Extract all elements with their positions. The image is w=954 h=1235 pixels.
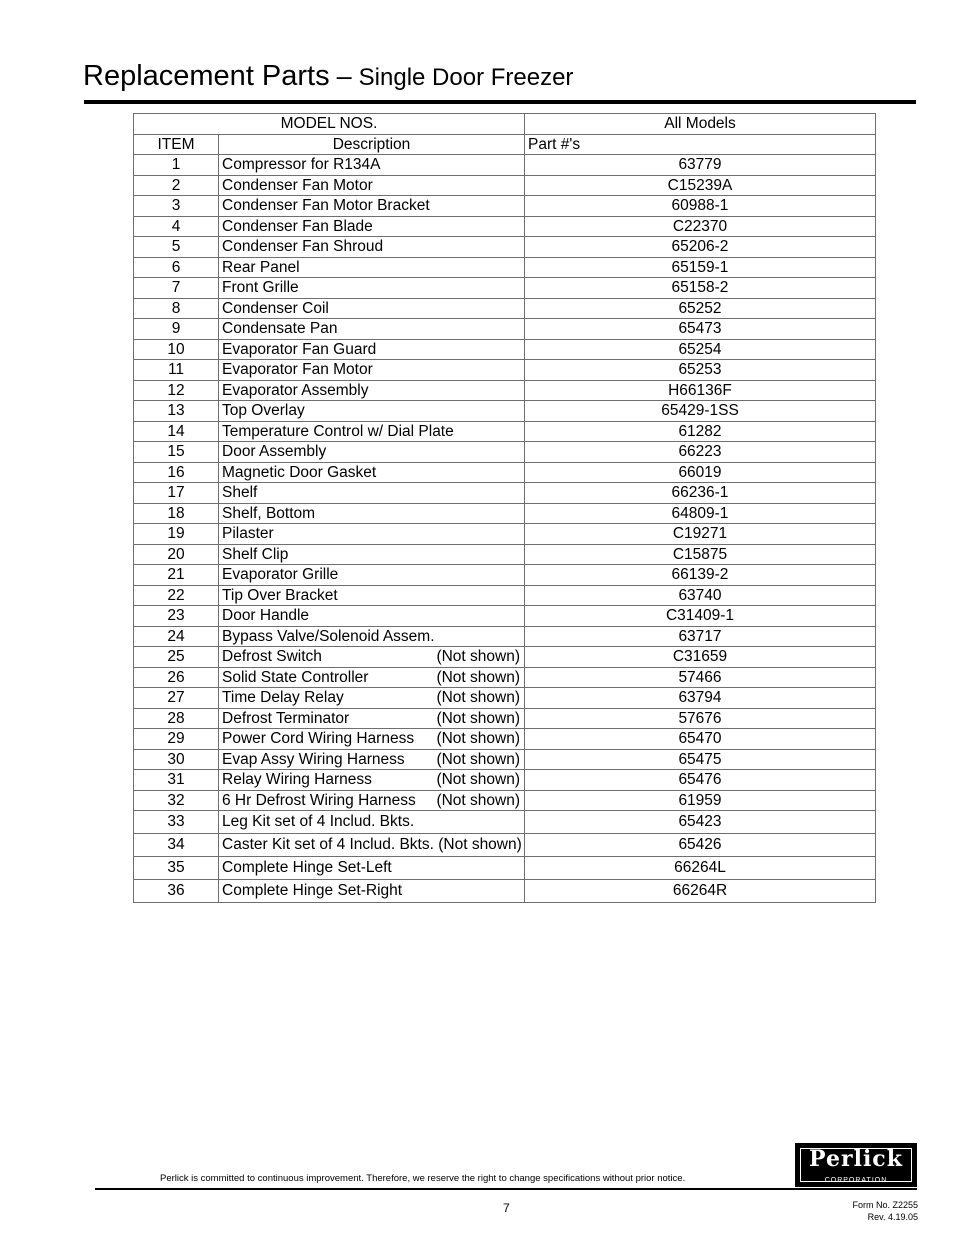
model-row [134,114,876,135]
item-description-cell [219,237,525,258]
part-number: C15239A [525,175,876,196]
item-description-cell [219,483,525,504]
table-row [134,647,876,668]
header-item: ITEM [134,134,219,155]
description-wrap [222,565,521,584]
title-rule [84,100,916,104]
part-number: 66264R [525,880,876,903]
description-wrap [222,647,521,666]
item-description-cell [219,688,525,709]
description-wrap [222,834,521,856]
description-wrap [222,729,521,748]
item-description-cell [219,421,525,442]
item-description-cell [219,401,525,422]
description-wrap [222,668,521,687]
all-models-label: All Models [525,114,876,135]
revision: Rev. 4.19.05 [867,1212,918,1222]
title-dash: – [336,61,352,91]
item-description-cell [219,585,525,606]
item-number: 15 [134,442,219,463]
item-description: Condenser Fan Blade [222,217,373,235]
item-description-cell [219,524,525,545]
item-description-cell [219,257,525,278]
item-description-cell [219,278,525,299]
part-number: C19271 [525,524,876,545]
item-number: 17 [134,483,219,504]
not-shown-note: (Not shown) [436,730,520,748]
part-number: 65423 [525,811,876,834]
header-part: Part #'s [525,134,876,155]
description-wrap [222,880,521,902]
part-number: 65206-2 [525,237,876,258]
part-number: 65158-2 [525,278,876,299]
table-row [134,524,876,545]
item-description: Condenser Fan Motor Bracket [222,197,430,215]
part-number: 65429-1SS [525,401,876,422]
item-description: Complete Hinge Set-Left [222,859,392,876]
description-wrap [222,401,521,420]
item-number: 28 [134,708,219,729]
table-row [134,688,876,709]
logo-wordmark: Perlick [809,1146,903,1172]
table-row [134,857,876,880]
item-description-cell [219,442,525,463]
table-row [134,585,876,606]
item-description-cell [219,770,525,791]
item-description: Rear Panel [222,258,300,276]
part-number: 65254 [525,339,876,360]
description-wrap [222,504,521,523]
item-number: 24 [134,626,219,647]
description-wrap [222,360,521,379]
item-description: Compressor for R134A [222,156,381,174]
item-description-cell [219,462,525,483]
description-wrap [222,606,521,625]
item-number: 9 [134,319,219,340]
table-row [134,380,876,401]
table-row [134,237,876,258]
item-number: 16 [134,462,219,483]
table-row [134,729,876,750]
table-row [134,503,876,524]
item-number: 32 [134,790,219,811]
item-description: Relay Wiring Harness [222,771,372,789]
description-wrap [222,319,521,338]
table-row [134,462,876,483]
item-description-cell [219,667,525,688]
item-description: Defrost Terminator [222,709,350,727]
table-row [134,811,876,834]
item-description: Door Handle [222,607,310,625]
item-number: 1 [134,155,219,176]
description-wrap [222,278,521,297]
form-number: Form No. Z2255 [852,1200,918,1210]
item-description-cell [219,155,525,176]
item-description-cell [219,319,525,340]
item-description-cell [219,834,525,857]
table-row [134,626,876,647]
item-number: 13 [134,401,219,422]
part-number: 65475 [525,749,876,770]
part-number: C22370 [525,216,876,237]
item-description: Top Overlay [222,402,305,420]
item-description-cell [219,790,525,811]
not-shown-note: (Not shown) [436,709,520,727]
item-number: 11 [134,360,219,381]
not-shown-note: (Not shown) [436,750,520,768]
item-description-cell [219,749,525,770]
part-number: 66264L [525,857,876,880]
item-description: Bypass Valve/Solenoid Assem. [222,627,435,645]
item-number: 12 [134,380,219,401]
item-number: 33 [134,811,219,834]
not-shown-note: (Not shown) [436,771,520,789]
item-description-cell [219,606,525,627]
part-number: 65253 [525,360,876,381]
item-number: 36 [134,880,219,903]
table-row [134,339,876,360]
description-wrap [222,463,521,482]
item-description-cell [219,298,525,319]
parts-table [133,113,876,903]
part-number: 65470 [525,729,876,750]
table-row [134,257,876,278]
item-description-cell [219,503,525,524]
description-wrap [222,857,521,879]
description-wrap [222,524,521,543]
table-row [134,155,876,176]
item-description-cell [219,380,525,401]
item-number: 31 [134,770,219,791]
item-description: Shelf [222,484,258,502]
table-row [134,442,876,463]
item-description: Tip Over Bracket [222,586,338,604]
table-row [134,565,876,586]
item-number: 26 [134,667,219,688]
item-description: Time Delay Relay [222,689,344,707]
table-row [134,360,876,381]
item-number: 34 [134,834,219,857]
description-wrap [222,811,521,833]
description-wrap [222,627,521,646]
item-description: Shelf, Bottom [222,504,316,522]
part-number: 65476 [525,770,876,791]
part-number: H66136F [525,380,876,401]
part-number: 60988-1 [525,196,876,217]
part-number: 66139-2 [525,565,876,586]
item-description-cell [219,196,525,217]
title-main: Replacement Parts [83,60,330,92]
item-number: 2 [134,175,219,196]
description-wrap [222,196,521,215]
part-number: 65252 [525,298,876,319]
item-description: Door Assembly [222,443,327,461]
item-description: Complete Hinge Set-Right [222,882,403,899]
part-number: 63779 [525,155,876,176]
part-number: C15875 [525,544,876,565]
header-row [134,134,876,155]
item-number: 25 [134,647,219,668]
item-description: Evaporator Grille [222,566,339,584]
item-number: 35 [134,857,219,880]
description-wrap [222,422,521,441]
item-description: Condenser Coil [222,299,329,317]
table-row [134,196,876,217]
item-description: Caster Kit set of 4 Includ. Bkts. (Not shown) [222,836,522,853]
item-description: Evaporator Fan Motor [222,361,373,379]
description-wrap [222,709,521,728]
not-shown-note: (Not shown) [436,689,520,707]
item-number: 29 [134,729,219,750]
table-row [134,544,876,565]
description-wrap [222,237,521,256]
table-row [134,708,876,729]
footer-disclaimer: Perlick is committed to continuous improvement. Therefore, we reserve the right to change specifications without prior notice. [160,1173,686,1184]
item-description: Magnetic Door Gasket [222,463,377,481]
table-row [134,880,876,903]
model-nos-label: MODEL NOS. [134,114,525,135]
table-row [134,175,876,196]
description-wrap [222,217,521,236]
title-subtitle: Single Door Freezer [358,64,574,91]
table-row [134,421,876,442]
part-number: 66223 [525,442,876,463]
part-number: 65159-1 [525,257,876,278]
item-description: Leg Kit set of 4 Includ. Bkts. [222,813,415,830]
item-description-cell [219,360,525,381]
description-wrap [222,545,521,564]
description-wrap [222,750,521,769]
item-description: Front Grille [222,279,299,297]
footer-rule [95,1188,917,1190]
item-number: 14 [134,421,219,442]
item-description-cell [219,729,525,750]
part-number: 65426 [525,834,876,857]
item-number: 6 [134,257,219,278]
item-number: 30 [134,749,219,770]
item-number: 18 [134,503,219,524]
item-number: 7 [134,278,219,299]
item-description: Pilaster [222,525,274,543]
description-wrap [222,483,521,502]
item-number: 21 [134,565,219,586]
item-description: Evaporator Fan Guard [222,340,377,358]
item-description-cell [219,880,525,903]
parts-table-body [134,114,876,903]
part-number: 57466 [525,667,876,688]
logo-corporation: CORPORATION [824,1177,888,1184]
item-description-cell [219,811,525,834]
item-description-cell [219,565,525,586]
item-description-cell [219,544,525,565]
description-wrap [222,791,521,810]
item-description: Shelf Clip [222,545,289,563]
description-wrap [222,381,521,400]
table-row [134,298,876,319]
perlick-logo [795,1143,917,1187]
item-number: 23 [134,606,219,627]
part-number: 65473 [525,319,876,340]
part-number: 61282 [525,421,876,442]
item-description-cell [219,339,525,360]
item-number: 10 [134,339,219,360]
not-shown-note: (Not shown) [436,791,520,809]
description-wrap [222,586,521,605]
table-row [134,278,876,299]
part-number: 63717 [525,626,876,647]
item-number: 22 [134,585,219,606]
description-wrap [222,299,521,318]
table-row [134,749,876,770]
item-description-cell [219,626,525,647]
item-description: Power Cord Wiring Harness [222,730,415,748]
item-number: 4 [134,216,219,237]
item-description-cell [219,647,525,668]
table-row [134,790,876,811]
item-number: 27 [134,688,219,709]
item-description: Temperature Control w/ Dial Plate [222,422,454,440]
item-description-cell [219,857,525,880]
item-description-cell [219,175,525,196]
table-row [134,834,876,857]
item-description: Defrost Switch [222,648,322,666]
table-row [134,401,876,422]
item-description: Solid State Controller [222,668,369,686]
page-title [83,60,573,93]
description-wrap [222,155,521,174]
table-row [134,483,876,504]
part-number: C31659 [525,647,876,668]
item-number: 20 [134,544,219,565]
part-number: 57676 [525,708,876,729]
item-description: Condensate Pan [222,320,338,338]
part-number: C31409-1 [525,606,876,627]
description-wrap [222,442,521,461]
item-description: 6 Hr Defrost Wiring Harness [222,791,416,809]
item-number: 19 [134,524,219,545]
item-description: Evaporator Assembly [222,381,369,399]
description-wrap [222,176,521,195]
table-row [134,667,876,688]
table-row [134,216,876,237]
description-wrap [222,770,521,789]
item-description-cell [219,216,525,237]
table-row [134,319,876,340]
description-wrap [222,340,521,359]
part-number: 63740 [525,585,876,606]
part-number: 66019 [525,462,876,483]
description-wrap [222,688,521,707]
table-row [134,606,876,627]
not-shown-note: (Not shown) [436,648,520,666]
item-number: 8 [134,298,219,319]
part-number: 63794 [525,688,876,709]
item-description: Evap Assy Wiring Harness [222,750,405,768]
form-info [852,1199,918,1223]
not-shown-note: (Not shown) [436,668,520,686]
item-description: Condenser Fan Motor [222,176,373,194]
description-wrap [222,258,521,277]
part-number: 66236-1 [525,483,876,504]
part-number: 64809-1 [525,503,876,524]
item-number: 5 [134,237,219,258]
item-description: Condenser Fan Shroud [222,238,384,256]
item-description-cell [219,708,525,729]
item-number: 3 [134,196,219,217]
part-number: 61959 [525,790,876,811]
header-description: Description [219,134,525,155]
table-row [134,770,876,791]
page-number: 7 [503,1201,510,1215]
